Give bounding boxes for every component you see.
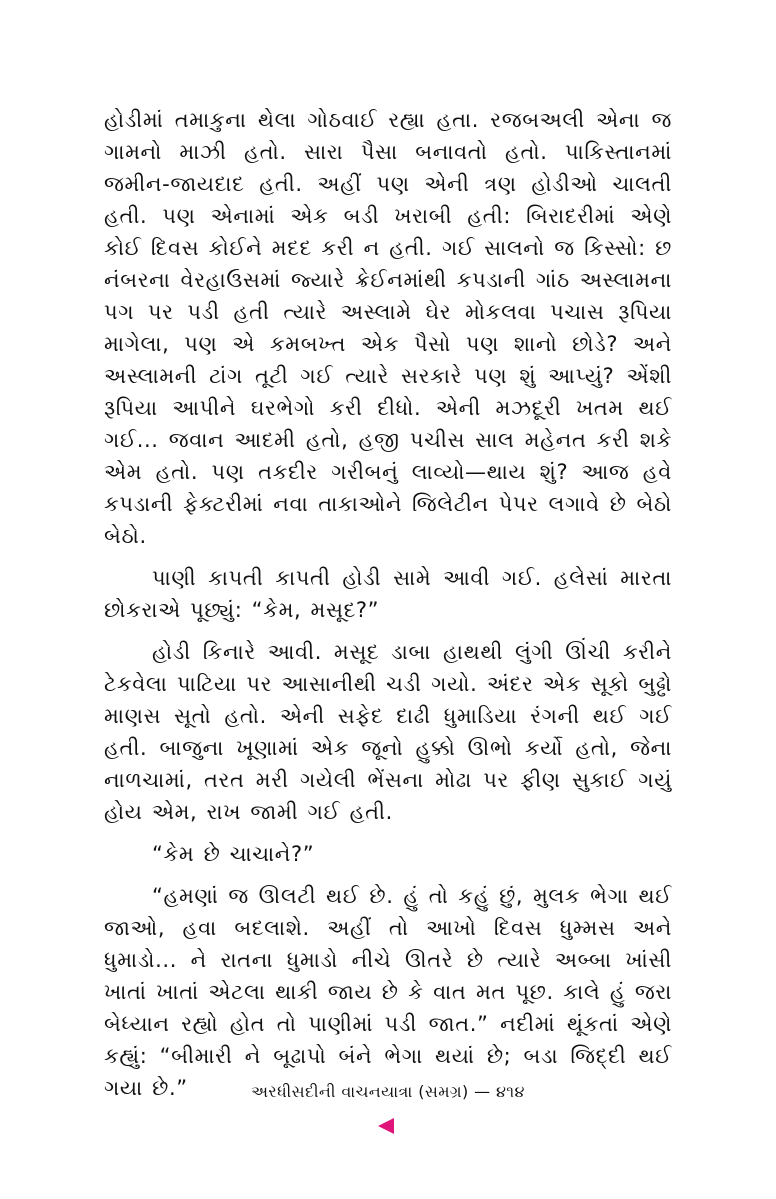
- paragraph-5: “હમણાં જ ઊલટી થઈ છે. હું તો કહું છું, મુલક ભેગા થઈ જાઓ, હવા બદલાશે. અહીં તો આખો દિવસ ધુમ્મસ અને ધુમાડો... ને રાતના ધુમાડો નીચે ઊતરે છે ત્યારે અબ્બા ખાંસી ખાતાં ખાતાં એટલા થાકી જાય છે કે વાત મત પૂછ. કાલે હું જરા બેધ્યાન રહ્યો હોત તો પાણીમાં પડી જાત.” નદીમાં થૂંકતાં એણે કહ્યું: “બીમારી ને બૂઢાપો બંને ભેગા થયાં છે; બડા જિદ્દી થઈ ગયા છે.”: [104, 884, 672, 1100]
- paragraph-4: “કેમ છે ચાચાને?”: [152, 842, 315, 866]
- page-body: [104, 104, 672, 1104]
- paragraph-2: પાણી કાપતી કાપતી હોડી સામે આવી ગઈ. હલેસાં મારતા છોકરાએ પૂછ્યું: “કેમ, મસૂદ?”: [104, 566, 672, 622]
- paragraph-1: હોડીમાં તમાકુના થેલા ગોઠવાઈ રહ્યા હતા. રજબઅલી એના જ ગામનો માઝી હતો. સારા પૈસા બનાવતો હતો. પાકિસ્તાનમાં જમીન-જાયદાદ હતી. અહીં પણ એની ત્રણ હોડીઓ ચાલતી હતી. પણ એનામાં એક બડી ખરાબી હતી: બિરાદરીમાં એણે કોઈ દિવસ કોઈને મદદ કરી ન હતી. ગઈ સાલનો જ કિસ્સો: છ નંબરના વેરહાઉસમાં જ્યારે ક્રેઈનમાંથી કપડાની ગાંઠ અસ્લામના પગ પર પડી હતી ત્યારે અસ્લામે ઘેર મોકલવા પચાસ રૂપિયા માગેલા, પણ એ કમબખ્ત એક પૈસો પણ શાનો છોડે? અને અસ્લામની ટાંગ તૂટી ગઈ ત્યારે સરકારે પણ શું આપ્યું? એંશી રૂપિયા આપીને ઘરભેગો કરી દીધો. એની મઝદૂરી ખતમ થઈ ગઈ... જવાન આદમી હતો, હજી પચીસ સાલ મહેનત કરી શકે એમ હતો. પણ તકદીર ગરીબનું લાવ્યો—થાય શું? આજ હવે કપડાની ફેક્ટરીમાં નવા તાકાઓને જિલેટીન પેપર લગાવે છે બેઠો બેઠો.: [104, 108, 672, 548]
- previous-page-icon[interactable]: [378, 1118, 394, 1134]
- paragraph-3: હોડી કિનારે આવી. મસૂદ ડાબા હાથથી લુંગી ઊંચી કરીને ટેકવેલા પાટિયા પર આસાનીથી ચડી ગયો. અંદર એક સૂકો બુઢ્ઢો માણસ સૂતો હતો. એની સફેદ દાઢી ધુમાડિયા રંગની થઈ ગઈ હતી. બાજુના ખૂણામાં એક જૂનો હુક્કો ઊભો કર્યો હતો, જેના નાળચામાં, તરત મરી ગયેલી ભેંસના મોઢા પર ફીણ સુકાઈ ગયું હોય એમ, રાખ જામી ગઈ હતી.: [104, 640, 672, 824]
- page-footer: અરધીસદીની વાચનયાત્રા (સમગ્ર) — ૪૧૪: [251, 1082, 525, 1101]
